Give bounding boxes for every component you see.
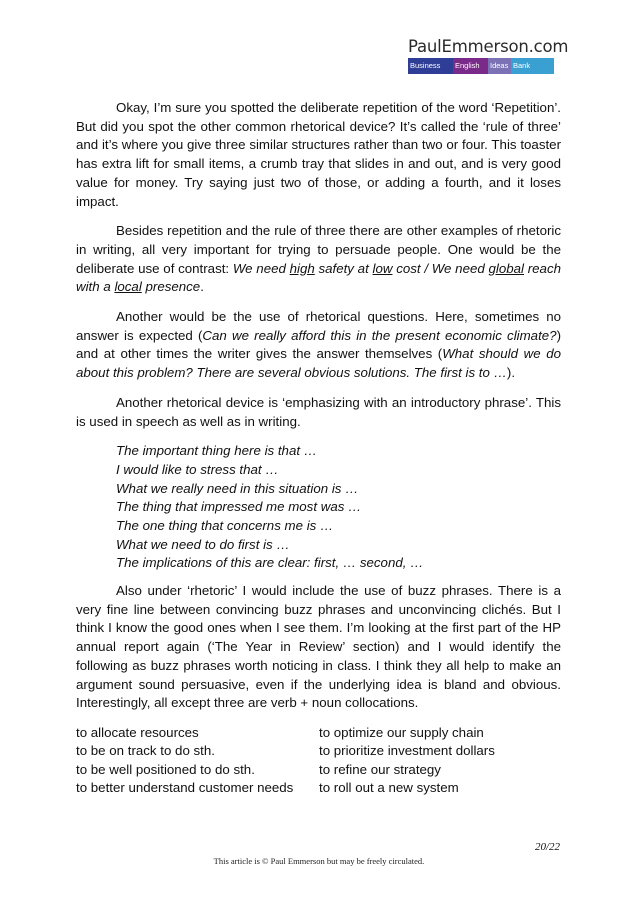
collocation-right: to roll out a new system: [319, 780, 459, 796]
list-item: The thing that impressed me most was …: [116, 499, 362, 515]
collocations-table: [76, 724, 561, 798]
underlined-word: local: [114, 279, 142, 295]
page-number: 20/22: [534, 841, 560, 853]
underlined-word: low: [372, 260, 393, 276]
collocation-right: to refine our strategy: [319, 761, 441, 777]
list-item: What we really need in this situation is …: [116, 480, 359, 496]
list-item: I would like to stress that …: [116, 461, 279, 477]
site-logo: [408, 37, 569, 82]
collocation-right: to prioritize investment dollars: [319, 743, 495, 759]
underlined-word: global: [488, 260, 524, 276]
logo-bar: [408, 58, 558, 74]
list-item: What we need to do first is …: [116, 536, 290, 552]
paragraph-text: Besides repetition and the rule of three there are other examples of rhetoric in writing, all very important for trying to persuade people. One would be the deliberate use of contrast:: [76, 223, 561, 276]
contrast-example: We need high safety at low cost / We need global reach with a local presence: [76, 260, 561, 295]
logo-segment-ideas: Ideas: [488, 58, 511, 74]
logo-title: PaulEmmerson.com: [408, 37, 569, 56]
list-item: The one thing that concerns me is …: [116, 518, 334, 533]
list-item: The implications of this are clear: first, … second, …: [116, 555, 424, 571]
collocation-left: to be well positioned to do sth.: [76, 761, 255, 777]
introductory-phrases-list: [116, 442, 561, 573]
paragraph-rhetorical-questions: Another would be the use of rhetorical questions. Here, sometimes no answer is expected (Can we really afford this in the present economic climate?) and at other times the writer gives the answer themselves (What should we do about this problem? There are several obvious solutions. The first is to …).: [76, 309, 561, 381]
collocation-left: to better understand customer needs: [76, 780, 294, 796]
example-question: Can we really afford this in the present economic climate?: [202, 327, 557, 343]
logo-segment-bank: Bank: [511, 58, 554, 74]
collocation-left: to allocate resources: [76, 724, 199, 740]
paragraph-contrast: Besides repetition and the rule of three there are other examples of rhetoric in writing, all very important for trying to persuade people. One would be the deliberate use of contrast: We need high safety at low cost / We need global reach with a local presence.: [76, 223, 561, 295]
list-item: The important thing here is that …: [116, 443, 318, 459]
article-body: [76, 99, 561, 798]
example-answer: What should we do about this problem? There are several obvious solutions. The first is to …: [76, 346, 561, 381]
logo-segment-english: English: [453, 58, 488, 74]
paragraph-introductory-phrase: Another rhetorical device is ‘emphasizing with an introductory phrase’. This is used in speech as well as in writing.: [76, 394, 561, 429]
paragraph-buzz-phrases: Also under ‘rhetoric’ I would include the use of buzz phrases. There is a very fine line between convincing buzz phrases and unconvincing clichés. But I think I know the good ones when I see them. I’m looking at the first part of the HP annual report again (‘The Year in Review’ section) and I would identify the following as buzz phrases worth noticing in class. I think they all help to make an argument sound persuasive, even if the underlying idea is bland and obvious. Interestingly, all except three are verb + noun collocations.: [76, 583, 561, 711]
paragraph-rule-of-three: Okay, I’m sure you spotted the deliberate repetition of the word ‘Repetition’. But did you spot the other common rhetorical device? It’s called the ‘rule of three’ and it’s where you give three similar structures rather than two or four. This toaster has extra lift for small items, a crumb tray that slides in and out, and is very good value for money. Try saying just two of those, or adding a fourth, and it loses impact.: [76, 100, 561, 209]
collocation-right: to optimize our supply chain: [319, 724, 484, 740]
underlined-word: high: [289, 260, 315, 276]
footer-copyright: This article is © Paul Emmerson but may be freely circulated.: [213, 856, 425, 866]
logo-segment-business: Business: [408, 58, 453, 74]
collocation-left: to be on track to do sth.: [76, 743, 215, 759]
